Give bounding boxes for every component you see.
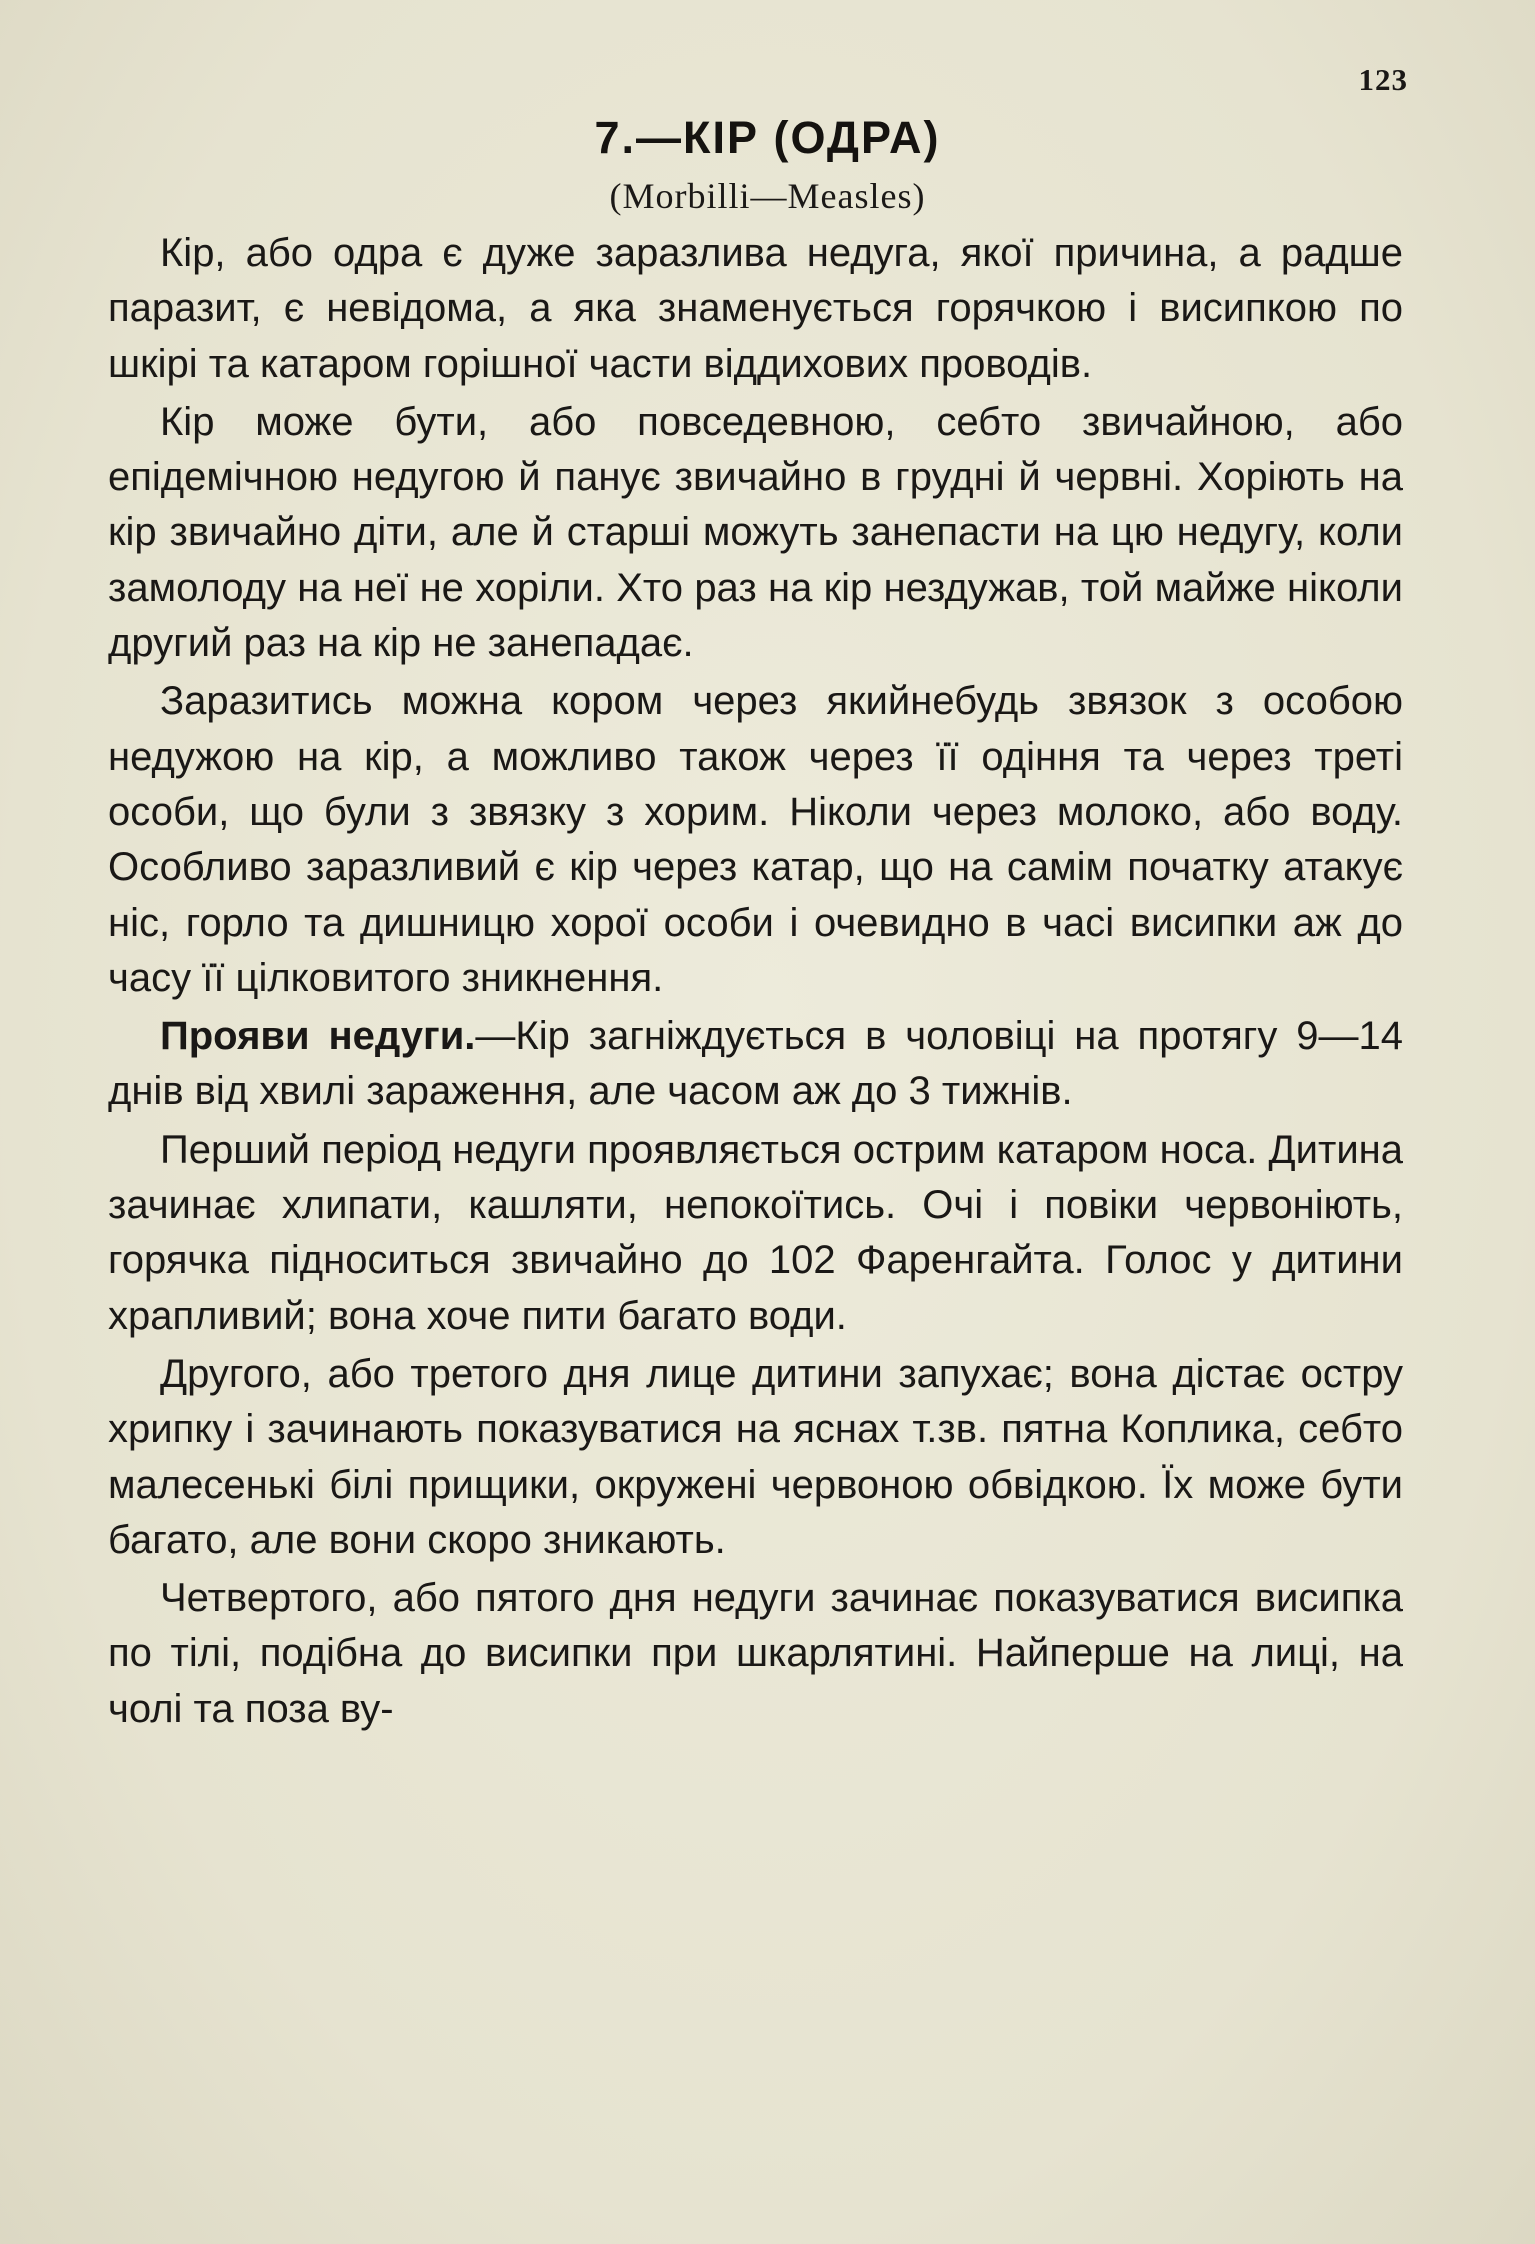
paragraph <box>108 395 1403 671</box>
paragraph-text: Четвертого, або пятого дня недуги зачинає показуватися висипка по тілі, подібна до висипки при шкарлятині. Найперше на лиці, на чолі та поза ву- <box>108 1576 1403 1731</box>
paragraph <box>108 1123 1403 1344</box>
section-subheading: (Morbilli—Measles) <box>609 176 926 216</box>
section-heading: 7.—КІР (ОДРА) <box>594 112 941 163</box>
paragraph-text: Заразитись можна кором через якийнебудь звязок з особою недужою на кір, а можливо також через її одіння та через треті особи, що були з звязку з хорим. Ніколи через молоко, або воду. Особливо заразливий є кір через катар, що на самім початку атакує ніс, горло та дишницю хорої особи і очевидно в часі висипки аж до часу її цілковитого зникнення. <box>108 679 1403 1000</box>
body-text <box>108 226 1403 1740</box>
page-number: 123 <box>1358 62 1408 97</box>
paragraph <box>108 226 1403 392</box>
paragraph <box>108 1009 1403 1120</box>
paragraph <box>108 1571 1403 1737</box>
paragraph-text: Перший період недуги проявляється острим катаром носа. Дитина зачинає хлипати, кашляти, непокоїтись. Очі і повіки червоніють, горячка підноситься звичайно до 102 Фаренгайта. Голос у дитини храпливий; вона хоче пити багато води. <box>108 1127 1403 1338</box>
paragraph-text: —Кір загніждується в чоловіці на протягу 9—14 днів від хвилі зараження, але часом аж до 3 тижнів. <box>108 1014 1404 1114</box>
paragraph-text: Кір, або одра є дуже заразлива недуга, якої причина, а радше паразит, є невідома, а яка знаменується горячкою і висипкою по шкірі та катаром горішної части віддихових проводів. <box>108 231 1403 386</box>
paragraph-text: Кір може бути, або повседевною, себто звичайною, або епідемічною недугою й панує звичайно в грудні й червні. Хоріють на кір звичайно діти, але й старші можуть занепасти на цю недугу, коли замолоду на неї не хоріли. Хто раз на кір нездужав, той майже ніколи другий раз на кір не занепадає. <box>108 399 1403 666</box>
paragraph-text: Другого, або третого дня лице дитини запухає; вона дістає остру хрипку і зачинають показуватися на яснах т.зв. пятна Коплика, себто малесенькі білі прищики, окружені червоною обвідкою. Їх може бути багато, але вони скоро зникають. <box>108 1351 1403 1562</box>
paragraph <box>108 1347 1403 1568</box>
run-in-heading: Прояви недуги. <box>160 1014 476 1059</box>
paragraph <box>108 674 1403 1006</box>
